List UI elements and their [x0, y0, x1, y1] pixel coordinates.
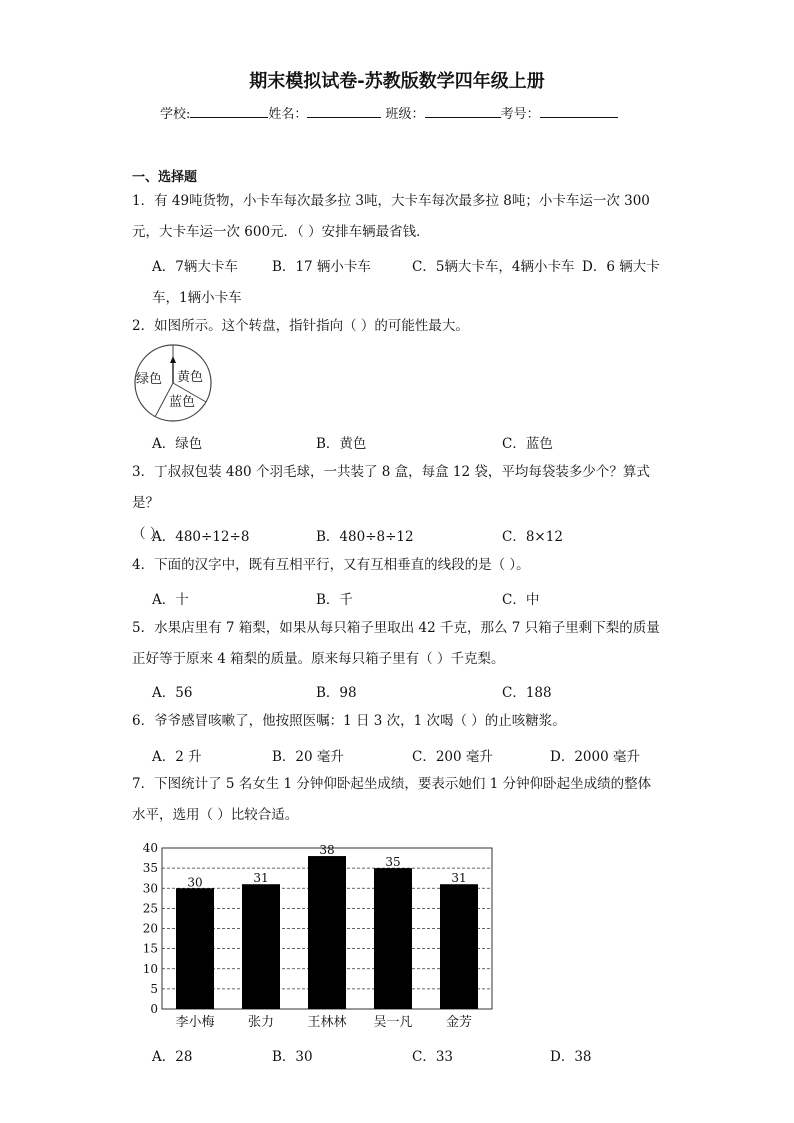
x-tick-label: 王林林 — [307, 1015, 347, 1030]
y-tick-label: 25 — [142, 901, 158, 916]
name-label: 姓名： — [268, 107, 308, 122]
question-text: 6．爷爷感冒咳嗽了，他按照医嘱：1 日 3 次，1 次喝（ ）的止咳糖浆。 — [132, 713, 566, 729]
option-b[interactable]: B．17 辆小卡车 — [272, 259, 371, 275]
page-title: 期末模拟试卷-苏教版数学四年级上册 — [249, 71, 545, 92]
option-b[interactable]: B．480÷8÷12 — [316, 529, 414, 545]
spinner-label-blue: 蓝色 — [169, 395, 196, 410]
question-text: 元，大卡车运一次 600元．（ ）安排车辆最省钱． — [132, 224, 430, 240]
x-tick-label: 金芳 — [445, 1015, 473, 1030]
question-text: 7．下图统计了 5 名女生 1 分钟仰卧起坐成绩，要表示她们 1 分钟仰卧起坐成绩的整体 — [132, 776, 652, 792]
question-4 — [132, 550, 668, 581]
option-a[interactable]: A．十 — [152, 592, 189, 608]
question-1 — [132, 186, 668, 248]
x-tick-label: 李小梅 — [175, 1015, 215, 1030]
y-tick-label: 30 — [142, 881, 158, 896]
data-label: 38 — [319, 843, 335, 858]
option-b[interactable]: B．98 — [316, 685, 357, 701]
option-c[interactable]: C．中 — [502, 592, 540, 608]
y-tick-label: 5 — [150, 981, 158, 996]
class-blank[interactable] — [425, 105, 501, 118]
bar — [440, 884, 478, 1009]
question-2 — [132, 311, 668, 342]
number-label: 考号： — [500, 107, 540, 122]
option-d[interactable]: D．38 — [550, 1049, 592, 1065]
option-d-continued: 车，1辆小卡车 — [152, 290, 242, 306]
option-a[interactable]: A．2 升 — [152, 749, 202, 765]
bar-chart — [130, 838, 510, 1038]
question-5 — [132, 613, 668, 675]
section-title: 一、选择题 — [132, 170, 198, 185]
option-b[interactable]: B．黄色 — [316, 436, 367, 452]
option-c[interactable]: C．188 — [502, 685, 552, 701]
x-tick-label: 吴一凡 — [373, 1015, 413, 1030]
question-text: （ ） — [132, 526, 164, 542]
data-label: 31 — [253, 871, 269, 886]
class-label: 班级： — [385, 107, 425, 122]
question-text: 1．有 49吨货物，小卡车每次最多拉 3吨，大卡车每次最多拉 8吨；小卡车运一次 300 — [132, 193, 650, 209]
option-a[interactable]: A．56 — [152, 685, 193, 701]
data-label: 30 — [187, 875, 203, 890]
y-tick-label: 20 — [142, 921, 158, 936]
option-c[interactable]: C．蓝色 — [502, 436, 553, 452]
option-d[interactable]: D．6 辆大卡 — [582, 259, 660, 275]
option-a[interactable]: A．28 — [152, 1049, 193, 1065]
question-7 — [132, 769, 668, 831]
bar — [308, 856, 346, 1009]
student-info-line — [160, 103, 618, 122]
x-tick-label: 张力 — [247, 1015, 275, 1030]
question-text: 水平，选用（ ）比较合适。 — [132, 807, 299, 823]
option-a[interactable]: A．7辆大卡车 — [152, 259, 238, 275]
question-text: 3．丁叔叔包装 480 个羽毛球，一共装了 8 盒，每盒 12 袋，平均每袋装多少个？算式是？ — [132, 464, 650, 511]
option-b[interactable]: B．30 — [272, 1049, 313, 1065]
y-tick-label: 35 — [142, 861, 158, 876]
option-a[interactable]: A．480÷12÷8 — [152, 529, 250, 545]
question-text: 2．如图所示。这个转盘，指针指向（ ）的可能性最大。 — [132, 318, 469, 334]
option-d[interactable]: D．2000 毫升 — [550, 749, 640, 765]
spinner-figure — [133, 343, 213, 423]
bar — [176, 888, 214, 1009]
data-label: 35 — [385, 855, 401, 870]
y-tick-label: 15 — [142, 941, 158, 956]
question-text: 正好等于原来 4 箱梨的质量。原来每只箱子里有（ ）千克梨。 — [132, 651, 505, 667]
option-c[interactable]: C．5辆大卡车，4辆小卡车 — [412, 259, 575, 275]
spinner-label-green: 绿色 — [136, 372, 163, 387]
question-text: 4．下面的汉字中，既有互相平行，又有互相垂直的线段的是（ ）。 — [132, 557, 530, 573]
question-6 — [132, 706, 668, 737]
option-c[interactable]: C．200 毫升 — [412, 749, 493, 765]
y-tick-label: 10 — [142, 961, 158, 976]
bar — [242, 884, 280, 1009]
question-text: 5．水果店里有 7 箱梨，如果从每只箱子里取出 42 千克，那么 7 只箱子里剩下梨的质量 — [132, 620, 660, 636]
option-a[interactable]: A．绿色 — [152, 436, 203, 452]
school-blank[interactable] — [190, 105, 268, 118]
option-b[interactable]: B．千 — [316, 592, 353, 608]
number-blank[interactable] — [540, 105, 618, 118]
option-c[interactable]: C．8×12 — [502, 529, 563, 545]
y-tick-label: 40 — [142, 841, 158, 855]
spinner-label-yellow: 黄色 — [177, 370, 204, 385]
y-tick-label: 0 — [150, 1002, 158, 1016]
name-blank[interactable] — [307, 105, 381, 118]
data-label: 31 — [451, 871, 467, 886]
option-c[interactable]: C．33 — [412, 1049, 454, 1065]
bar — [374, 868, 412, 1009]
school-label: 学校: — [160, 107, 191, 122]
option-b[interactable]: B．20 毫升 — [272, 749, 344, 765]
